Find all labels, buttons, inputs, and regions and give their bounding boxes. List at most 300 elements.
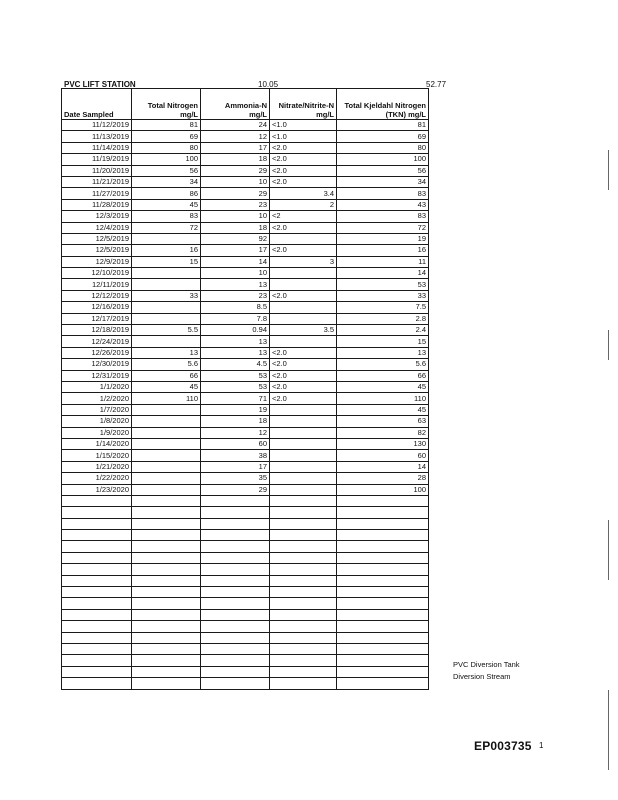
empty-cell — [201, 495, 270, 506]
empty-cell — [132, 575, 201, 586]
cell-nitrate-nitrite: <2.0 — [270, 222, 337, 233]
empty-cell — [132, 587, 201, 598]
cell-tkn: 2.8 — [337, 313, 429, 324]
cell-nitrate-nitrite: <2.0 — [270, 393, 337, 404]
col-header-total-nitrogen-unit: mg/L — [180, 110, 198, 119]
cell-ammonia: 17 — [201, 245, 270, 256]
cell-date: 11/27/2019 — [62, 188, 132, 199]
empty-row — [62, 541, 429, 552]
empty-cell — [62, 655, 132, 666]
empty-cell — [201, 564, 270, 575]
cell-tkn: 110 — [337, 393, 429, 404]
table-row — [62, 142, 429, 153]
cell-ammonia: 17 — [201, 461, 270, 472]
empty-cell — [337, 530, 429, 541]
col-header-total-nitrogen — [132, 89, 201, 120]
cell-tkn: 15 — [337, 336, 429, 347]
empty-cell — [132, 598, 201, 609]
empty-row — [62, 609, 429, 620]
empty-cell — [201, 530, 270, 541]
table-row — [62, 165, 429, 176]
table-row — [62, 438, 429, 449]
cell-total-nitrogen — [132, 473, 201, 484]
cell-ammonia: 19 — [201, 404, 270, 415]
cell-total-nitrogen: 34 — [132, 176, 201, 187]
cell-date: 12/4/2019 — [62, 222, 132, 233]
cell-tkn: 7.5 — [337, 302, 429, 313]
cell-tkn: 82 — [337, 427, 429, 438]
cell-nitrate-nitrite — [270, 461, 337, 472]
empty-cell — [270, 587, 337, 598]
empty-cell — [337, 575, 429, 586]
cell-ammonia: 29 — [201, 188, 270, 199]
cell-date: 1/7/2020 — [62, 404, 132, 415]
cell-ammonia: 18 — [201, 154, 270, 165]
empty-cell — [201, 507, 270, 518]
cell-nitrate-nitrite — [270, 279, 337, 290]
empty-cell — [62, 530, 132, 541]
cell-tkn: 34 — [337, 176, 429, 187]
empty-cell — [132, 609, 201, 620]
table-row — [62, 188, 429, 199]
cell-total-nitrogen: 13 — [132, 347, 201, 358]
cell-nitrate-nitrite: 3.5 — [270, 325, 337, 336]
cell-ammonia: 38 — [201, 450, 270, 461]
cell-nitrate-nitrite: 2 — [270, 199, 337, 210]
empty-row — [62, 564, 429, 575]
cell-tkn: 53 — [337, 279, 429, 290]
sheet-title: PVC LIFT STATION — [64, 80, 136, 89]
empty-cell — [62, 541, 132, 552]
cell-date: 12/12/2019 — [62, 290, 132, 301]
header-value-ammonia: 10.05 — [258, 80, 279, 89]
cell-total-nitrogen: 33 — [132, 290, 201, 301]
cell-ammonia: 13 — [201, 336, 270, 347]
cell-nitrate-nitrite: <2.0 — [270, 165, 337, 176]
cell-date: 1/21/2020 — [62, 461, 132, 472]
cell-date: 11/13/2019 — [62, 131, 132, 142]
cell-ammonia: 29 — [201, 484, 270, 495]
scan-edge-mark — [608, 150, 609, 190]
empty-cell — [337, 587, 429, 598]
empty-cell — [62, 552, 132, 563]
empty-cell — [132, 530, 201, 541]
cell-nitrate-nitrite — [270, 336, 337, 347]
cell-nitrate-nitrite — [270, 313, 337, 324]
empty-cell — [270, 621, 337, 632]
empty-cell — [62, 564, 132, 575]
table-row — [62, 416, 429, 427]
cell-ammonia: 53 — [201, 381, 270, 392]
cell-total-nitrogen: 69 — [132, 131, 201, 142]
empty-cell — [132, 541, 201, 552]
cell-ammonia: 18 — [201, 222, 270, 233]
empty-cell — [62, 609, 132, 620]
empty-cell — [337, 552, 429, 563]
cell-tkn: 60 — [337, 450, 429, 461]
empty-cell — [132, 518, 201, 529]
empty-row — [62, 598, 429, 609]
cell-nitrate-nitrite: <2.0 — [270, 370, 337, 381]
cell-total-nitrogen — [132, 279, 201, 290]
cell-date: 11/20/2019 — [62, 165, 132, 176]
cell-date: 1/1/2020 — [62, 381, 132, 392]
cell-ammonia: 12 — [201, 131, 270, 142]
cell-nitrate-nitrite — [270, 438, 337, 449]
scan-edge-mark — [608, 690, 609, 770]
empty-cell — [270, 507, 337, 518]
col-header-tkn-unit: (TKN) mg/L — [385, 110, 426, 119]
empty-cell — [62, 507, 132, 518]
empty-cell — [270, 666, 337, 677]
cell-nitrate-nitrite — [270, 450, 337, 461]
cell-date: 12/3/2019 — [62, 211, 132, 222]
cell-total-nitrogen: 81 — [132, 120, 201, 131]
cell-ammonia: 23 — [201, 199, 270, 210]
cell-total-nitrogen — [132, 450, 201, 461]
cell-date: 11/14/2019 — [62, 142, 132, 153]
empty-cell — [337, 541, 429, 552]
empty-cell — [337, 564, 429, 575]
cell-date: 11/12/2019 — [62, 120, 132, 131]
cell-date: 12/16/2019 — [62, 302, 132, 313]
side-note-diversion-tank: PVC Diversion Tank — [453, 660, 520, 669]
cell-nitrate-nitrite — [270, 473, 337, 484]
empty-cell — [337, 495, 429, 506]
col-header-tkn-label: Total Kjeldahl Nitrogen — [344, 101, 426, 110]
cell-tkn: 66 — [337, 370, 429, 381]
cell-total-nitrogen: 100 — [132, 154, 201, 165]
table-row — [62, 279, 429, 290]
cell-total-nitrogen — [132, 268, 201, 279]
cell-ammonia: 71 — [201, 393, 270, 404]
cell-nitrate-nitrite: <2 — [270, 211, 337, 222]
empty-row — [62, 632, 429, 643]
side-note-diversion-stream: Diversion Stream — [453, 672, 511, 681]
empty-cell — [201, 678, 270, 689]
cell-date: 11/28/2019 — [62, 199, 132, 210]
table-row — [62, 359, 429, 370]
cell-total-nitrogen — [132, 233, 201, 244]
cell-total-nitrogen — [132, 313, 201, 324]
cell-date: 12/26/2019 — [62, 347, 132, 358]
cell-ammonia: 4.5 — [201, 359, 270, 370]
col-header-total-nitrogen-label: Total Nitrogen — [147, 101, 198, 110]
col-header-ammonia-label: Ammonia-N — [224, 101, 267, 110]
empty-cell — [270, 530, 337, 541]
cell-ammonia: 60 — [201, 438, 270, 449]
table-row — [62, 393, 429, 404]
table-row — [62, 325, 429, 336]
table-row — [62, 120, 429, 131]
empty-cell — [270, 495, 337, 506]
col-header-ammonia-unit: mg/L — [249, 110, 267, 119]
col-header-tkn — [337, 89, 429, 120]
cell-tkn: 72 — [337, 222, 429, 233]
cell-ammonia: 12 — [201, 427, 270, 438]
col-header-ammonia — [201, 89, 270, 120]
cell-ammonia: 24 — [201, 120, 270, 131]
cell-ammonia: 53 — [201, 370, 270, 381]
empty-cell — [201, 552, 270, 563]
empty-row — [62, 621, 429, 632]
cell-date: 12/9/2019 — [62, 256, 132, 267]
empty-cell — [201, 666, 270, 677]
empty-cell — [337, 678, 429, 689]
cell-total-nitrogen: 16 — [132, 245, 201, 256]
table-row — [62, 154, 429, 165]
empty-row — [62, 530, 429, 541]
cell-total-nitrogen: 56 — [132, 165, 201, 176]
cell-tkn: 45 — [337, 381, 429, 392]
cell-date: 11/21/2019 — [62, 176, 132, 187]
cell-date: 1/9/2020 — [62, 427, 132, 438]
cell-nitrate-nitrite — [270, 404, 337, 415]
table-row — [62, 427, 429, 438]
empty-row — [62, 666, 429, 677]
cell-ammonia: 7.8 — [201, 313, 270, 324]
table-row — [62, 473, 429, 484]
cell-nitrate-nitrite: <2.0 — [270, 142, 337, 153]
empty-cell — [62, 678, 132, 689]
cell-ammonia: 10 — [201, 211, 270, 222]
cell-date: 12/24/2019 — [62, 336, 132, 347]
cell-date: 12/18/2019 — [62, 325, 132, 336]
cell-tkn: 33 — [337, 290, 429, 301]
empty-cell — [270, 541, 337, 552]
empty-cell — [132, 495, 201, 506]
empty-row — [62, 643, 429, 654]
table-header-row — [62, 89, 429, 120]
cell-date: 1/15/2020 — [62, 450, 132, 461]
cell-tkn: 130 — [337, 438, 429, 449]
table-row — [62, 336, 429, 347]
empty-cell — [201, 575, 270, 586]
cell-nitrate-nitrite: <2.0 — [270, 154, 337, 165]
empty-cell — [337, 518, 429, 529]
table-row — [62, 290, 429, 301]
table-row — [62, 233, 429, 244]
col-header-date — [62, 89, 132, 120]
empty-cell — [62, 587, 132, 598]
cell-nitrate-nitrite: <2.0 — [270, 176, 337, 187]
empty-cell — [62, 518, 132, 529]
empty-cell — [62, 632, 132, 643]
empty-row — [62, 518, 429, 529]
table-row — [62, 461, 429, 472]
cell-ammonia: 8.5 — [201, 302, 270, 313]
empty-cell — [201, 643, 270, 654]
empty-cell — [337, 666, 429, 677]
cell-tkn: 100 — [337, 484, 429, 495]
cell-nitrate-nitrite: <1.0 — [270, 131, 337, 142]
cell-total-nitrogen — [132, 438, 201, 449]
cell-tkn: 14 — [337, 268, 429, 279]
cell-date: 12/11/2019 — [62, 279, 132, 290]
nitrogen-data-table — [61, 88, 429, 690]
empty-cell — [201, 621, 270, 632]
cell-total-nitrogen: 5.5 — [132, 325, 201, 336]
table-row — [62, 313, 429, 324]
cell-tkn: 45 — [337, 404, 429, 415]
cell-nitrate-nitrite — [270, 233, 337, 244]
empty-cell — [62, 598, 132, 609]
table-row — [62, 211, 429, 222]
table-row — [62, 222, 429, 233]
cell-ammonia: 35 — [201, 473, 270, 484]
cell-tkn: 63 — [337, 416, 429, 427]
cell-total-nitrogen — [132, 336, 201, 347]
cell-nitrate-nitrite — [270, 268, 337, 279]
empty-cell — [270, 518, 337, 529]
cell-total-nitrogen — [132, 302, 201, 313]
table-row — [62, 381, 429, 392]
cell-total-nitrogen — [132, 404, 201, 415]
empty-cell — [132, 643, 201, 654]
empty-row — [62, 507, 429, 518]
scan-edge-mark — [608, 520, 609, 580]
empty-cell — [132, 666, 201, 677]
cell-date: 12/30/2019 — [62, 359, 132, 370]
cell-date: 12/17/2019 — [62, 313, 132, 324]
cell-date: 12/31/2019 — [62, 370, 132, 381]
cell-ammonia: 92 — [201, 233, 270, 244]
cell-nitrate-nitrite — [270, 484, 337, 495]
table-row — [62, 256, 429, 267]
empty-cell — [132, 621, 201, 632]
cell-tkn: 56 — [337, 165, 429, 176]
empty-cell — [201, 632, 270, 643]
empty-cell — [62, 643, 132, 654]
empty-cell — [62, 495, 132, 506]
empty-cell — [270, 609, 337, 620]
cell-date: 1/22/2020 — [62, 473, 132, 484]
cell-tkn: 83 — [337, 188, 429, 199]
cell-total-nitrogen: 83 — [132, 211, 201, 222]
cell-total-nitrogen — [132, 416, 201, 427]
empty-cell — [201, 598, 270, 609]
empty-cell — [270, 575, 337, 586]
cell-ammonia: 0.94 — [201, 325, 270, 336]
empty-cell — [337, 598, 429, 609]
cell-tkn: 28 — [337, 473, 429, 484]
empty-cell — [132, 678, 201, 689]
header-value-tkn: 52.77 — [426, 80, 447, 89]
empty-cell — [337, 507, 429, 518]
empty-cell — [337, 621, 429, 632]
empty-cell — [62, 621, 132, 632]
cell-tkn: 11 — [337, 256, 429, 267]
cell-total-nitrogen: 80 — [132, 142, 201, 153]
cell-total-nitrogen: 45 — [132, 199, 201, 210]
cell-nitrate-nitrite: <2.0 — [270, 347, 337, 358]
cell-nitrate-nitrite — [270, 427, 337, 438]
cell-nitrate-nitrite: <2.0 — [270, 381, 337, 392]
cell-tkn: 83 — [337, 211, 429, 222]
empty-cell — [132, 564, 201, 575]
col-header-nitrate-nitrite — [270, 89, 337, 120]
table-row — [62, 484, 429, 495]
empty-cell — [201, 587, 270, 598]
empty-cell — [337, 643, 429, 654]
cell-nitrate-nitrite: <2.0 — [270, 290, 337, 301]
bates-number: EP003735 — [474, 739, 532, 753]
cell-ammonia: 14 — [201, 256, 270, 267]
cell-date: 12/10/2019 — [62, 268, 132, 279]
cell-ammonia: 10 — [201, 176, 270, 187]
empty-cell — [132, 632, 201, 643]
empty-cell — [201, 655, 270, 666]
cell-nitrate-nitrite: <2.0 — [270, 359, 337, 370]
empty-row — [62, 678, 429, 689]
empty-row — [62, 552, 429, 563]
empty-cell — [201, 541, 270, 552]
table-row — [62, 245, 429, 256]
empty-row — [62, 575, 429, 586]
table-row — [62, 268, 429, 279]
empty-row — [62, 495, 429, 506]
empty-cell — [337, 655, 429, 666]
table-row — [62, 450, 429, 461]
cell-date: 1/23/2020 — [62, 484, 132, 495]
table-row — [62, 347, 429, 358]
empty-cell — [201, 609, 270, 620]
empty-cell — [270, 598, 337, 609]
table-row — [62, 370, 429, 381]
cell-nitrate-nitrite: <2.0 — [270, 245, 337, 256]
col-header-nitrate-nitrite-unit: mg/L — [316, 110, 334, 119]
empty-cell — [270, 552, 337, 563]
cell-date: 12/5/2019 — [62, 245, 132, 256]
cell-tkn: 80 — [337, 142, 429, 153]
cell-total-nitrogen — [132, 461, 201, 472]
cell-total-nitrogen: 72 — [132, 222, 201, 233]
cell-date: 1/2/2020 — [62, 393, 132, 404]
cell-total-nitrogen: 45 — [132, 381, 201, 392]
empty-cell — [270, 643, 337, 654]
cell-tkn: 100 — [337, 154, 429, 165]
scan-edge-mark — [608, 330, 609, 360]
table-row — [62, 176, 429, 187]
cell-nitrate-nitrite — [270, 302, 337, 313]
cell-ammonia: 23 — [201, 290, 270, 301]
empty-cell — [201, 518, 270, 529]
cell-tkn: 14 — [337, 461, 429, 472]
cell-date: 12/5/2019 — [62, 233, 132, 244]
empty-row — [62, 587, 429, 598]
cell-date: 11/19/2019 — [62, 154, 132, 165]
page-number: 1 — [539, 741, 544, 750]
table-row — [62, 302, 429, 313]
cell-total-nitrogen: 5.6 — [132, 359, 201, 370]
cell-nitrate-nitrite — [270, 416, 337, 427]
cell-nitrate-nitrite: 3.4 — [270, 188, 337, 199]
cell-tkn: 16 — [337, 245, 429, 256]
empty-cell — [62, 666, 132, 677]
cell-total-nitrogen: 86 — [132, 188, 201, 199]
cell-tkn: 2.4 — [337, 325, 429, 336]
cell-tkn: 13 — [337, 347, 429, 358]
table-row — [62, 131, 429, 142]
cell-tkn: 43 — [337, 199, 429, 210]
empty-cell — [337, 609, 429, 620]
table-row — [62, 199, 429, 210]
cell-date: 1/14/2020 — [62, 438, 132, 449]
cell-tkn: 19 — [337, 233, 429, 244]
cell-tkn: 81 — [337, 120, 429, 131]
cell-total-nitrogen — [132, 484, 201, 495]
empty-cell — [132, 655, 201, 666]
